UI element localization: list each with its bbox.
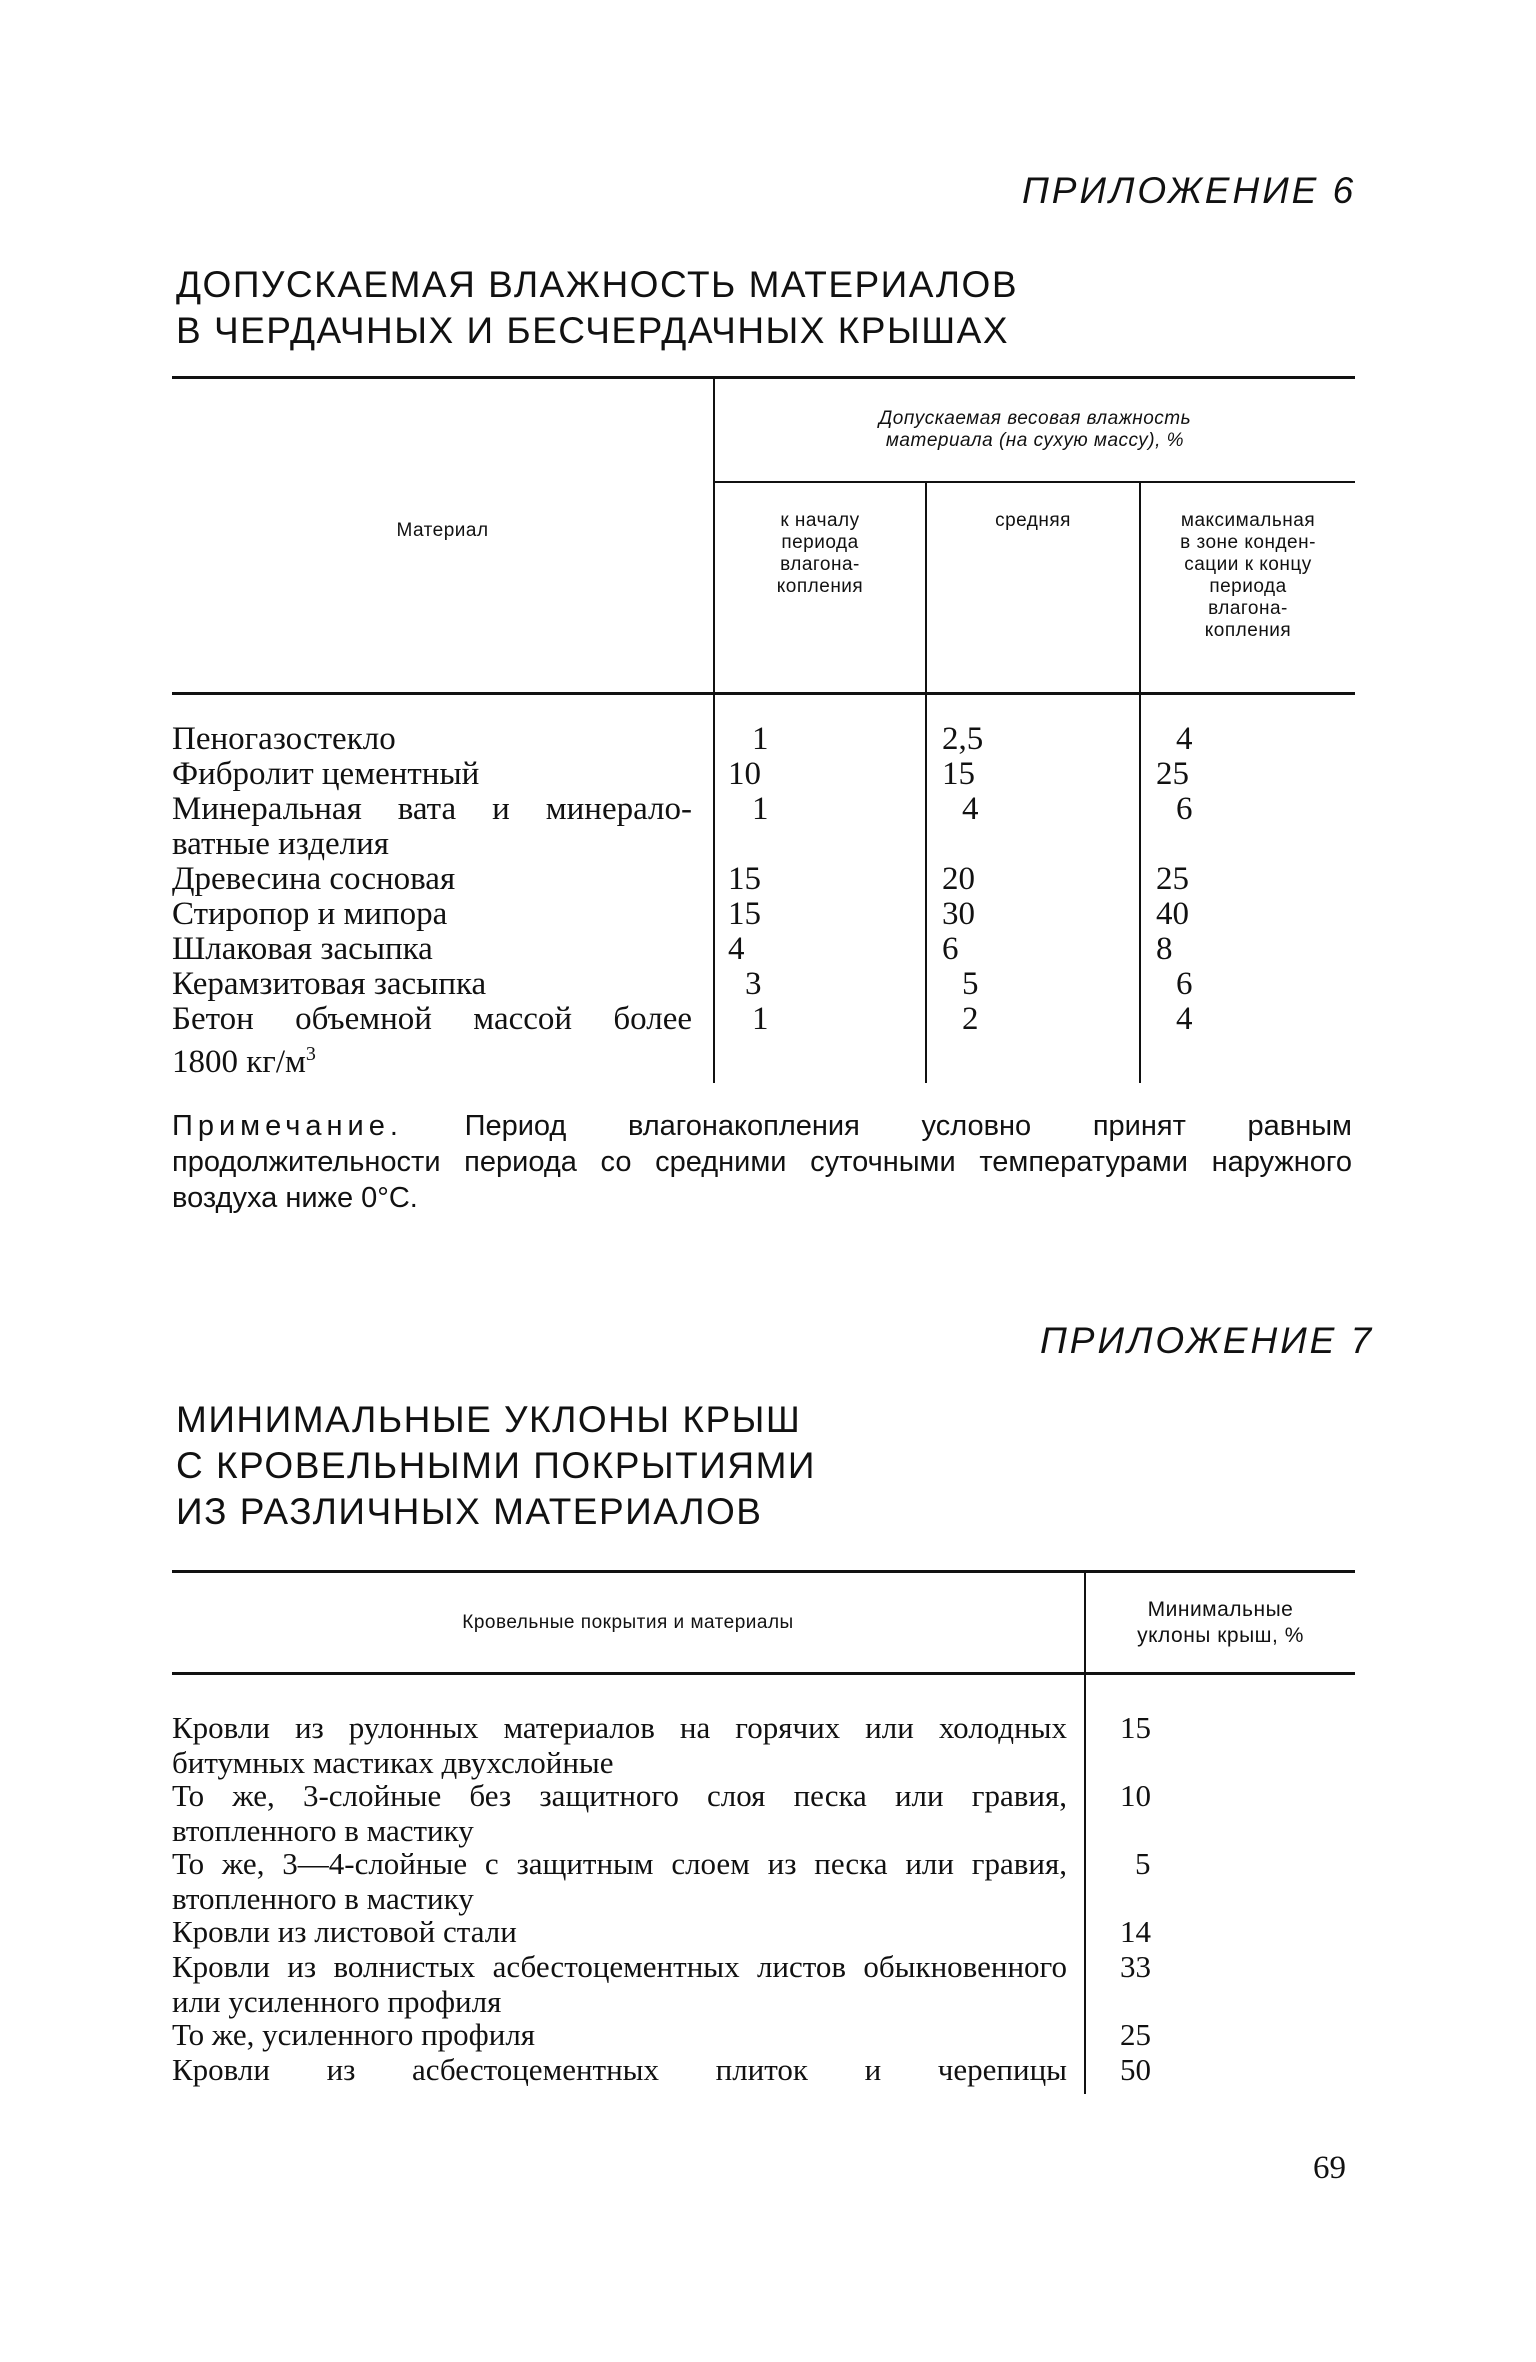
header-line: к началу <box>780 510 860 531</box>
table-cell-max: 4 <box>1176 1001 1193 1037</box>
table-cell-start: 15 <box>728 861 761 897</box>
header-line: копления <box>1204 620 1292 641</box>
table-cell-start: 1 <box>752 791 769 827</box>
header-bottom-rule <box>172 1672 1355 1675</box>
header-line: периода <box>1209 576 1287 597</box>
column-divider <box>1084 1572 1086 2094</box>
table-cell-max: 6 <box>1176 966 1193 1002</box>
table-cell-start: 10 <box>728 756 761 792</box>
table-cell-max: 4 <box>1176 721 1193 757</box>
header-bottom-rule <box>172 692 1355 695</box>
header-roof-material: Кровельные покрытия и материалы <box>462 1612 794 1633</box>
header-line: копления <box>776 576 864 597</box>
table-row-material: То же, 3-слойные без защитного слоя песка или гравия, втопленного в мастику <box>172 1778 1067 1848</box>
note-prefix: Примечание. <box>172 1110 403 1142</box>
appendix-7-title-line-3: ИЗ РАЗЛИЧНЫХ МАТЕРИАЛОВ <box>176 1491 763 1532</box>
table-cell-avg: 15 <box>942 756 975 792</box>
table-cell-start: 4 <box>728 931 745 967</box>
table-row-material: Шлаковая засыпка <box>172 931 433 967</box>
table-cell-avg: 6 <box>942 931 959 967</box>
header-min-slope <box>1086 1597 1355 1649</box>
table-row-material: Кровли из рулонных материалов на горячих или холодных битумных мастиках двухслойные <box>172 1710 1067 1780</box>
table-cell-avg: 2 <box>962 1001 979 1037</box>
table-cell-max: 6 <box>1176 791 1193 827</box>
table-cell-start: 1 <box>752 721 769 757</box>
group-header-rule <box>715 481 1355 483</box>
table-cell-avg: 5 <box>962 966 979 1002</box>
table-row-material: Кровли из асбестоцементных плиток и черепицы <box>172 2052 1067 2087</box>
table-row-material: Минеральная вата и минерало- ватные изделия <box>172 791 692 862</box>
header-line: сации к концу <box>1184 554 1312 575</box>
header-allowed-moisture-line-2: материала (на сухую массу), % <box>885 430 1185 451</box>
header-average: средняя <box>995 510 1071 531</box>
table-row-material: То же, усиленного профиля <box>172 2017 536 2052</box>
table-cell-slope: 15 <box>1120 1710 1151 1745</box>
table-row-material <box>172 1002 692 1080</box>
appendix-7-title <box>176 1397 816 1535</box>
appendix-7-title-line-2: С КРОВЕЛЬНЫМИ ПОКРЫТИЯМИ <box>176 1445 816 1486</box>
appendix-6-title-line-2: В ЧЕРДАЧНЫХ И БЕСЧЕРДАЧНЫХ КРЫШАХ <box>176 310 1010 351</box>
table-cell-start: 15 <box>728 896 761 932</box>
header-line: периода <box>781 532 859 553</box>
table-note <box>172 1108 1352 1216</box>
page-number: 69 <box>1313 2150 1346 2186</box>
header-line: в зоне конден- <box>1180 532 1316 553</box>
table-top-rule <box>172 1570 1355 1573</box>
column-divider <box>925 482 927 1083</box>
header-min-slope-line-2: уклоны крыш, % <box>1137 1624 1304 1647</box>
header-line: влагона- <box>780 554 860 575</box>
appendix-7-title-line-1: МИНИМАЛЬНЫЕ УКЛОНЫ КРЫШ <box>176 1399 802 1440</box>
table-cell-start: 1 <box>752 1001 769 1037</box>
column-divider <box>713 378 715 1083</box>
header-start-of-period <box>715 510 925 598</box>
header-line: максимальная <box>1180 510 1316 531</box>
table-row-material: Кровли из листовой стали <box>172 1914 517 1949</box>
table-cell-avg: 30 <box>942 896 975 932</box>
table-cell-slope: 33 <box>1120 1949 1151 1984</box>
table-row-material: Пеногазостекло <box>172 721 396 757</box>
appendix-6-label: ПРИЛОЖЕНИЕ 6 <box>1022 170 1357 211</box>
table-cell-slope: 10 <box>1120 1778 1151 1813</box>
material-line-2 <box>172 1037 692 1080</box>
header-min-slope-line-1: Минимальные <box>1147 1598 1294 1621</box>
table-cell-avg: 4 <box>962 791 979 827</box>
table-cell-max: 25 <box>1156 756 1189 792</box>
table-cell-slope: 25 <box>1120 2017 1151 2052</box>
note-text: Период влагонакопления условно принят равным продолжительности периода со средними суточными температурами наружного воздуха ниже 0°С. <box>172 1110 1352 1214</box>
table-cell-start: 3 <box>745 966 762 1002</box>
table-cell-max: 25 <box>1156 861 1189 897</box>
table-cell-slope: 14 <box>1120 1914 1151 1949</box>
appendix-6-title <box>176 262 1018 354</box>
table-row-material: Фибролит цементный <box>172 756 480 792</box>
material-line-1: Бетон объемной массой более <box>172 1001 692 1037</box>
material-line-2-text: 1800 кг/м <box>172 1044 306 1080</box>
superscript: 3 <box>305 1043 316 1065</box>
table-cell-avg: 20 <box>942 861 975 897</box>
header-line: влагона- <box>1208 598 1288 619</box>
header-allowed-moisture-line-1: Допускаемая весовая влажность <box>878 408 1192 429</box>
table-top-rule <box>172 376 1355 379</box>
header-material: Материал <box>396 520 489 541</box>
table-cell-max: 8 <box>1156 931 1173 967</box>
table-row-material: То же, 3—4-слойные с защитным слоем из песка или гравия, втопленного в мастику <box>172 1846 1067 1916</box>
header-maximum <box>1141 510 1355 642</box>
table-row-material: Древесина сосновая <box>172 861 456 897</box>
appendix-6-title-line-1: ДОПУСКАЕМАЯ ВЛАЖНОСТЬ МАТЕРИАЛОВ <box>176 264 1019 305</box>
header-allowed-moisture <box>715 408 1355 452</box>
table-row-material: Стиропор и мипора <box>172 896 448 932</box>
table-cell-slope: 5 <box>1135 1846 1151 1881</box>
table-row-material: Кровли из волнистых асбестоцементных листов обыкновенного или усиленного профиля <box>172 1949 1067 2019</box>
appendix-7-label: ПРИЛОЖЕНИЕ 7 <box>1040 1320 1375 1361</box>
table-cell-avg: 2,5 <box>942 721 984 757</box>
table-row-material: Керамзитовая засыпка <box>172 966 487 1002</box>
table-cell-max: 40 <box>1156 896 1189 932</box>
table-cell-slope: 50 <box>1120 2052 1151 2087</box>
